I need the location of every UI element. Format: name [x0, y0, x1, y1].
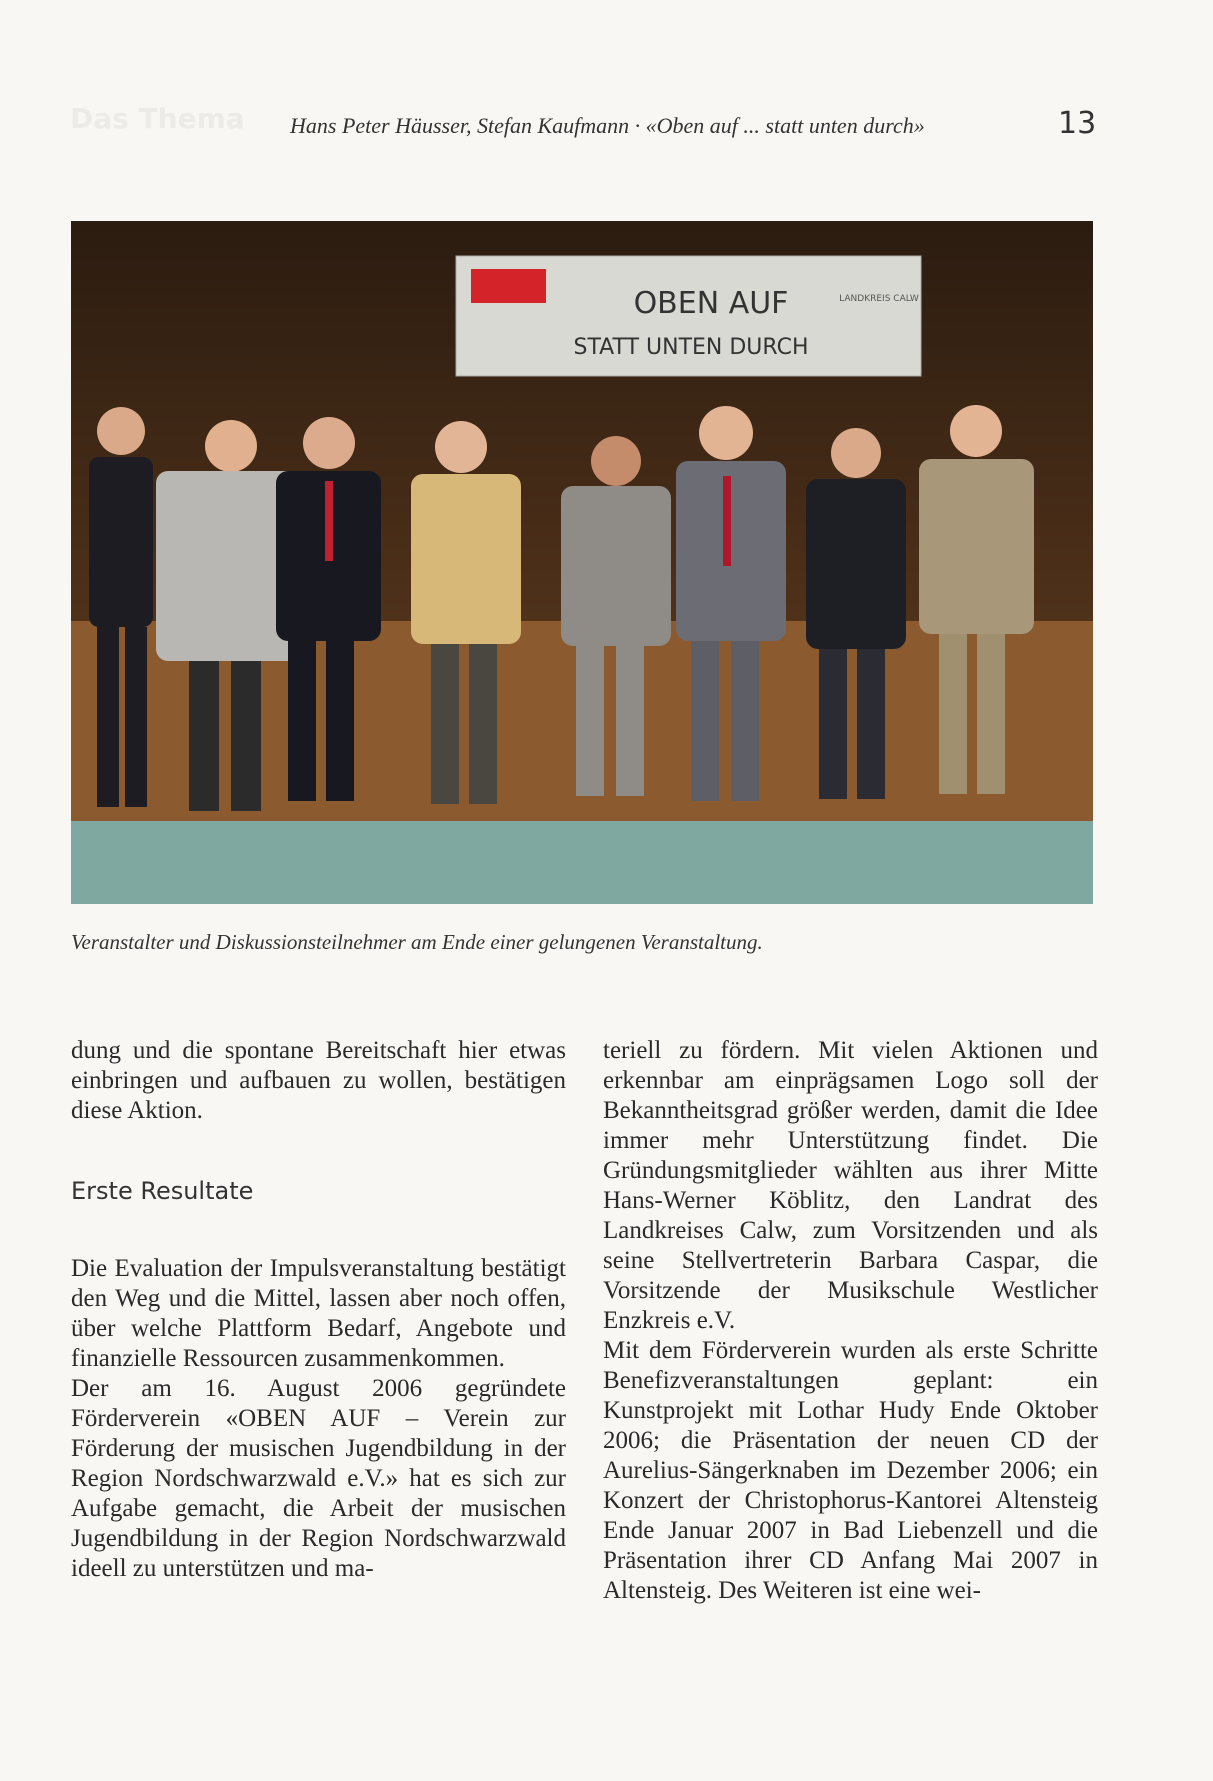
banner-subtitle: STATT UNTEN DURCH: [573, 335, 809, 360]
left-paragraph-2: Die Evaluation der Impulsveranstaltung bestätigt den Weg und die Mittel, lassen aber noch offen, über welche Plattform Bedarf, Angebote und finanzielle Ressourcen zusammenkommen.: [71, 1255, 566, 1372]
left-paragraph-1: dung und die spontane Bereitschaft hier etwas einbringen und aufbauen zu wollen, bestätigen diese Aktion.: [71, 1037, 566, 1124]
running-head: Hans Peter Häusser, Stefan Kaufmann · «Oben auf ... statt unten durch»: [290, 113, 925, 138]
photo-caption: Veranstalter und Diskussionsteilnehmer am Ende einer gelungenen Veranstaltung.: [71, 930, 763, 954]
banner-logo-text: LANDKREIS CALW: [839, 294, 919, 304]
faded-section-label: Das Thema: [70, 102, 245, 135]
section-heading: Erste Resultate: [71, 1177, 254, 1205]
banner-title: OBEN AUF: [633, 286, 789, 321]
event-banner: [456, 256, 921, 376]
right-paragraph-1: teriell zu fördern. Mit vielen Aktionen und erkennbar am einprägsamen Logo soll der Bekanntheitsgrad größer werden, damit die Idee immer mehr Unterstützung findet. Die Gründungsmitglieder wählten aus ihrer Mitte Hans-Werner Köblitz, den Landrat des Landkreises Calw, zum Vorsitzenden und als seine Stellvertreterin Barbara Caspar, die Vorsitzende der Musikschule Westlicher Enzkreis e.V.: [603, 1037, 1098, 1334]
right-paragraph-2: Mit dem Förderverein wurden als erste Schritte Benefizveranstaltungen geplant: ein Kunstprojekt mit Lothar Hudy Ende Oktober 2006; die Präsentation der neuen CD der Aurelius-Sängerknaben im Dezember 2006; ein Konzert der Christophorus-Kantorei Altensteig Ende Januar 2007 in Bad Liebenzell und die Präsentation ihrer CD Anfang Mai 2007 in Altensteig. Des Weiteren ist eine wei-: [603, 1337, 1098, 1604]
group-photo: [71, 221, 1093, 904]
left-paragraph-3: Der am 16. August 2006 gegründete Förderverein «OBEN AUF – Verein zur Förderung der musischen Jugendbildung in der Region Nordschwarzwald e.V.» hat es sich zur Aufgabe gemacht, die Arbeit der musischen Jugendbildung in der Region Nordschwarzwald ideell zu unterstützen und ma-: [71, 1375, 566, 1582]
right-column: [603, 1036, 1098, 1606]
page-number: 13: [1058, 106, 1097, 141]
left-column: [71, 1036, 566, 1584]
